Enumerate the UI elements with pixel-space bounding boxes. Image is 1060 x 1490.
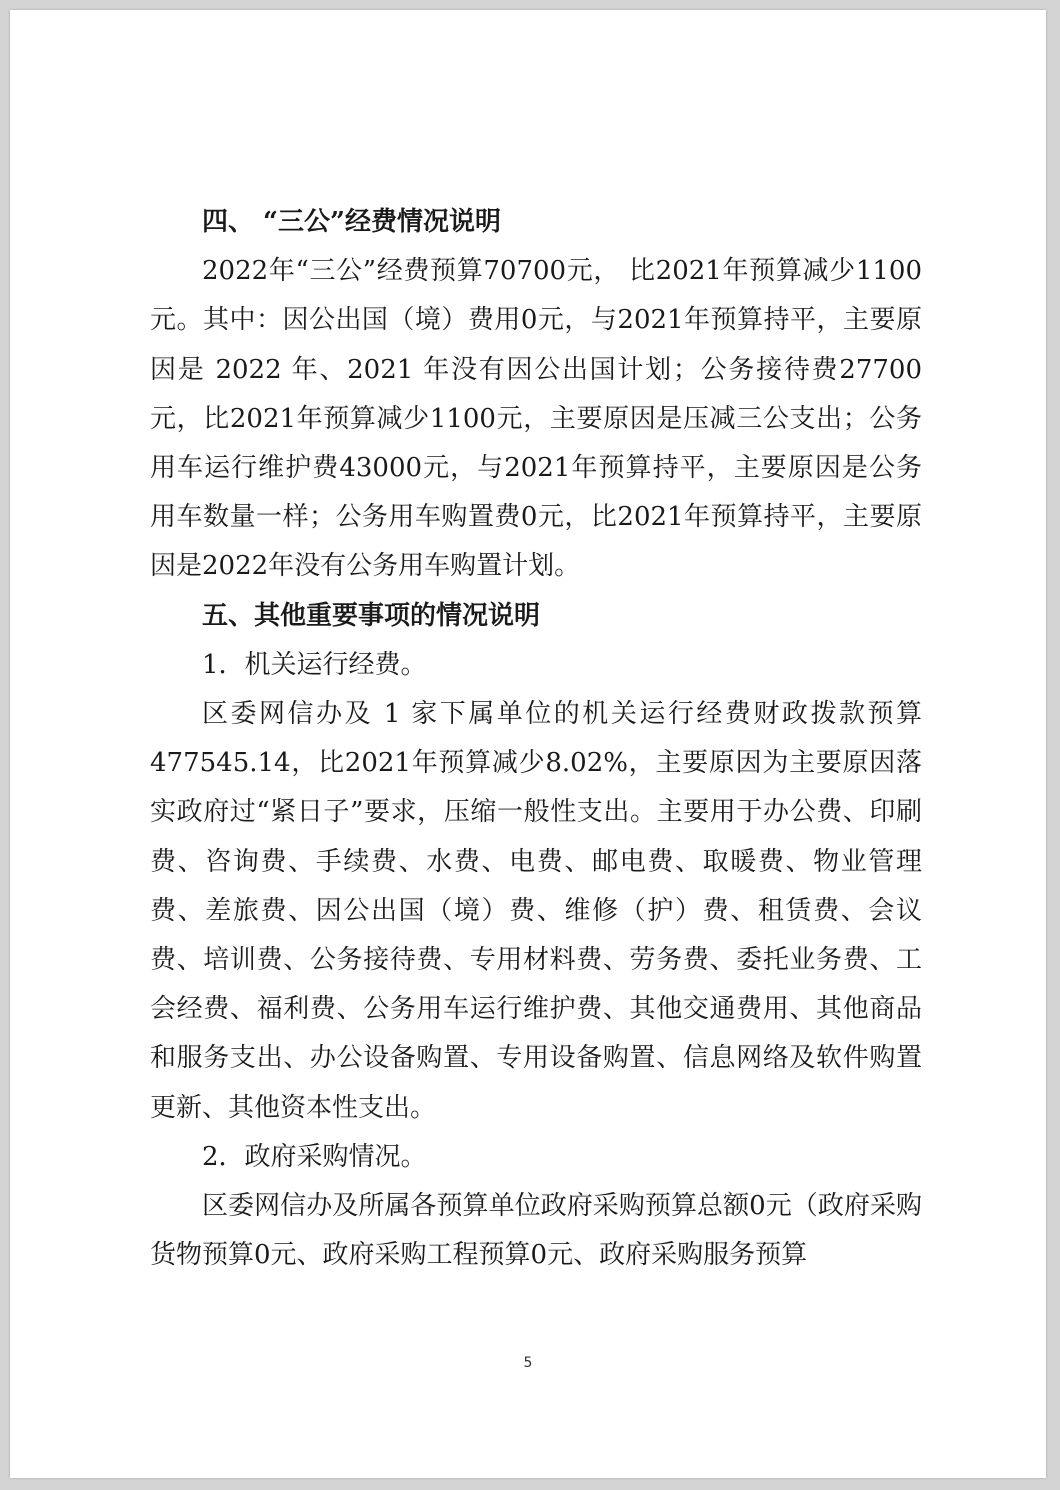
paragraph-operating-expenses-title: 1．机关运行经费。 [202,649,427,680]
page-body [150,198,922,1280]
paragraph-three-public-expenses: 2022年“三公”经费预算70700元， 比2021年预算减少1100元。其中：因公出国（境）费用0元，与2021年预算持平，主要原因是 2022 年、2021 年没有因公出国计划；公务接待费27700元，比2021年预算减少1100元，主要原因是压减三公支出；公务用车运行维护费43000元，与2021年预算持平，主要原因是公务用车数量一样；公务用车购置费0元，比2021年预算持平，主要原因是2022年没有公务用车购置计划。 [150,256,922,582]
page-number: 5 [523,1355,533,1371]
paragraph-procurement: 区委网信办及所属各预算单位政府采购预算总额0元（政府采购货物预算0元、政府采购工程预算0元、政府采购服务预算 [150,1191,922,1271]
document-page [10,10,1046,1478]
paragraph-procurement-title: 2．政府采购情况。 [202,1141,427,1172]
section-heading-four: 四、 “三公”经费情况说明 [202,207,501,237]
section-heading-five: 五、其他重要事项的情况说明 [202,600,541,631]
paragraph-operating-expenses: 区委网信办及 1 家下属单位的机关运行经费财政拨款预算477545.14，比2021年预算减少8.02%，主要原因为主要原因落实政府过“紧日子”要求，压缩一般性支出。主要用于办公费、印刷费、咨询费、手续费、水费、电费、邮电费、取暖费、物业管理费、差旅费、因公出国（境）费、维修（护）费、租赁费、会议费、培训费、公务接待费、专用材料费、劳务费、委托业务费、工会经费、福利费、公务用车运行维护费、其他交通费用、其他商品和服务支出、办公设备购置、专用设备购置、信息网络及软件购置更新、其他资本性支出。 [150,699,922,1123]
